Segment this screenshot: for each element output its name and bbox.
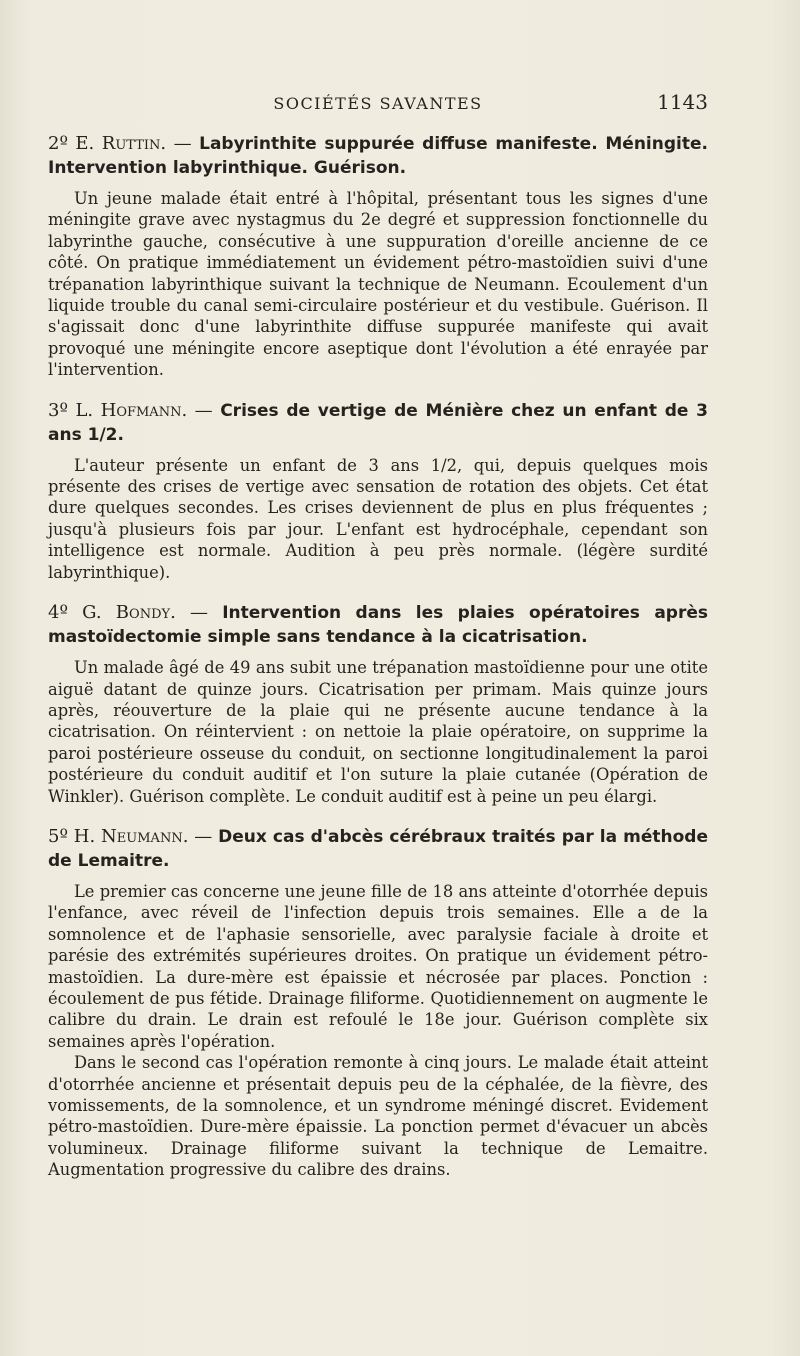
heading-dash: — — [188, 825, 219, 847]
section-number: 4º — [48, 602, 68, 624]
section-author: L. Hofmann. — [75, 399, 188, 421]
section-title: Intervention dans les plaies opératoires après mastoïdectomie simple sans tendance à la cicatrisation. — [48, 603, 708, 648]
section-author: G. Bondy. — [82, 602, 176, 624]
section-author: H. Neumann. — [73, 825, 189, 847]
section-author: E. Ruttin. — [75, 133, 167, 154]
section-title: Crises de vertige de Ménière chez un enfant de 3 ans 1/2. — [48, 400, 708, 445]
section-heading — [48, 132, 708, 180]
section-title: Deux cas d'abcès cérébraux traités par la méthode de Lemaitre. — [48, 826, 708, 871]
running-head: SOCIÉTÉS SAVANTES — [273, 94, 483, 113]
heading-dash: — — [187, 399, 221, 421]
paragraph: Le premier cas concerne une jeune fille de 18 ans atteinte d'otorrhée depuis l'enfance, avec réveil de l'infection depuis trois semaines. Elle a de la somnolence et de l'aphasie sensorielle, avec paralysie faciale à droite et parésie des extrémités supérieures droites. On pratique un évidement pétro-mastoïdien. La dure-mère est épaissie et nécrosée par places. Ponction : écoulement de pus fétide. Drainage filiforme. Quotidiennement on augmente le calibre du drain. Le drain est refoulé le 18e jour. Guérison complète six semaines après l'opération. — [48, 881, 708, 1051]
article-body — [48, 132, 708, 1199]
section-3-hofmann — [48, 399, 708, 583]
paragraph: Un jeune malade était entré à l'hôpital, présentant tous les signes d'une méningite grave avec nystagmus du 2e degré et suppression fonctionnelle du labyrinthe gauche, consécutive à une suppuration d'oreille ancienne de ce côté. On pratique immédiatement un évidement pétro-mastoïdien suivi d'une trépanation labyrinthique suivant la technique de Neumann. Ecoulement d'un liquide trouble du canal semi-circulaire postérieur et du vestibule. Guérison. Il s'agissait donc d'une labyrinthite diffuse suppurée manifeste qui avait provoqué une méningite encore aseptique dont l'évolution a été enrayée par l'intervention. — [48, 189, 708, 380]
section-5-neumann — [48, 825, 708, 1181]
heading-dash: — — [175, 602, 223, 624]
section-number: 2º — [48, 133, 68, 154]
section-2-ruttin — [48, 132, 708, 381]
paragraph: Un malade âgé de 49 ans subit une trépanation mastoïdienne pour une otite aiguë datant de quinze jours. Cicatrisation per primam. Mais quinze jours après, réouverture de la plaie qui ne présente aucune tendance à la cicatrisation. On réintervient : on nettoie la plaie opératoire, on supprime la paroi postérieure osseuse du conduit, on sectionne longitudinalement la paroi postérieure du conduit auditif et l'on suture la plaie cutanée (Opération de Winkler). Guérison complète. Le conduit auditif est à peine un peu élargi. — [48, 658, 708, 806]
paragraph: Dans le second cas l'opération remonte à cinq jours. Le malade était atteint d'otorrhée ancienne et présentait depuis peu de la céphalée, de la fièvre, des vomissements, de la somnolence, et un syndrome méningé discret. Evidement pétro-mastoïdien. Dure-mère épaissie. La ponction permet d'évacuer un abcès volumineux. Drainage filiforme suivant la technique de Lemaitre. Augmentation progressive du calibre des drains. — [48, 1053, 708, 1180]
section-number: 5º — [48, 825, 68, 847]
page-header — [48, 90, 708, 120]
section-heading — [48, 825, 708, 873]
section-heading — [48, 601, 708, 649]
section-heading — [48, 399, 708, 447]
heading-dash: — — [166, 133, 200, 154]
section-number: 3º — [48, 399, 68, 421]
page-number: 1143 — [657, 90, 708, 114]
paragraph: L'auteur présente un enfant de 3 ans 1/2, qui, depuis quelques mois présente des crises de vertige avec sensation de rotation des objets. Cet état dure quelques secondes. Les crises deviennent de plus en plus fréquentes ; jusqu'à plusieurs fois par jour. L'enfant est hydrocéphale, cependant son intelligence est normale. Audition à peu près normale. (légère surdité labyrinthique). — [48, 455, 708, 582]
section-4-bondy — [48, 601, 708, 807]
section-title: Labyrinthite suppurée diffuse manifeste. Méningite. Intervention labyrinthique. Guérison. — [48, 134, 708, 178]
